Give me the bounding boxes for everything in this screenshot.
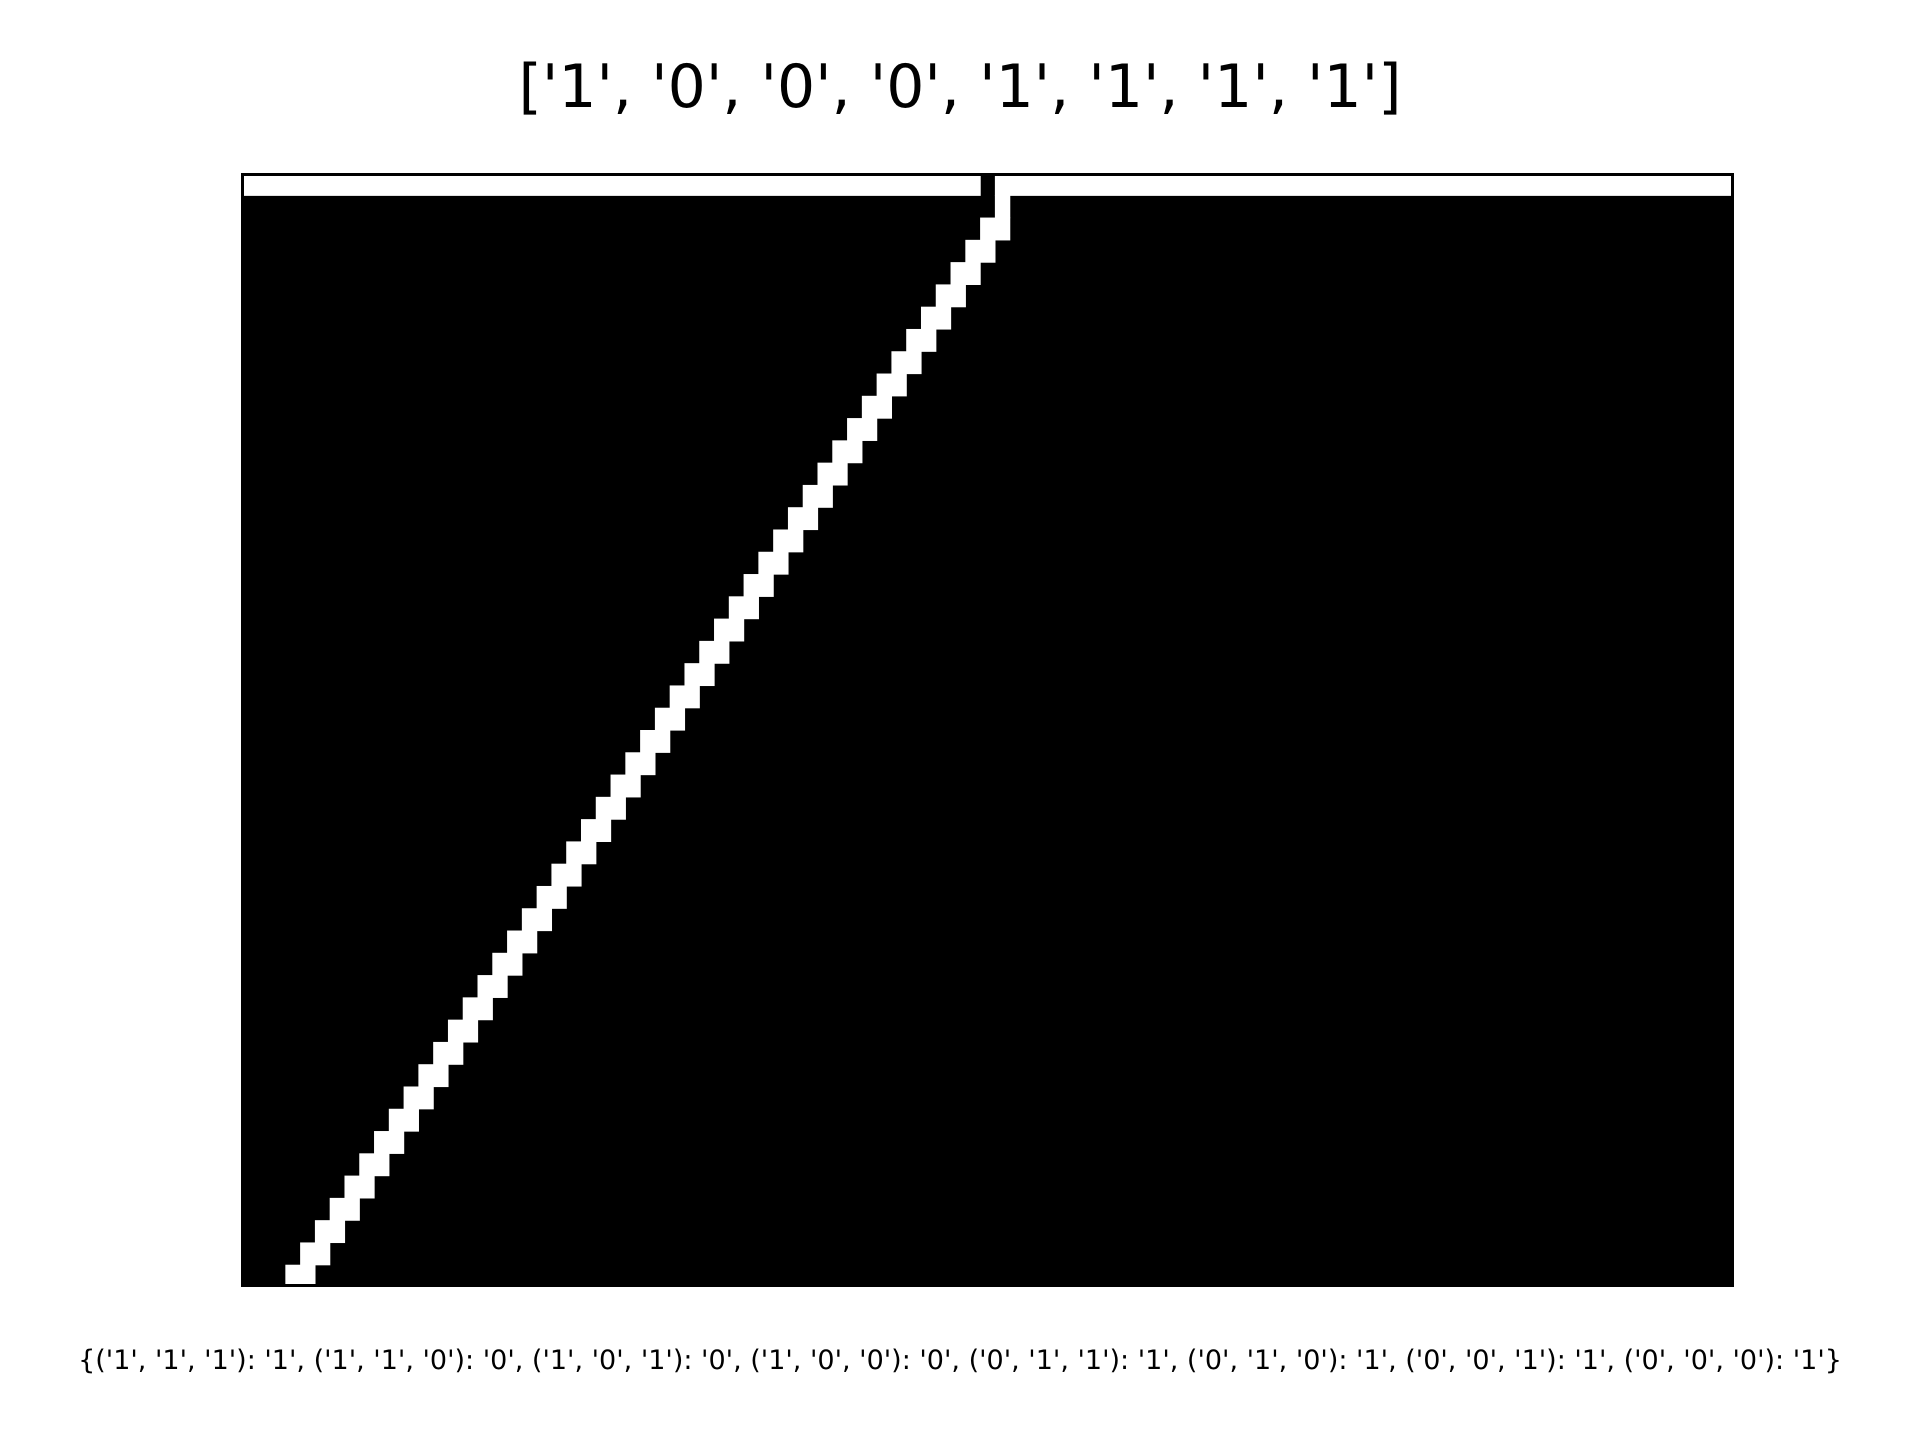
cell-off	[492, 953, 522, 976]
cell-off	[404, 1086, 434, 1109]
cell-off	[921, 307, 951, 330]
cell-off	[891, 351, 921, 374]
cell-off	[640, 730, 670, 753]
cell-off	[551, 864, 581, 887]
cell-off	[522, 908, 552, 931]
cell-off	[566, 841, 596, 864]
cell-off	[936, 284, 966, 307]
cell-off	[965, 240, 995, 263]
cell-off	[847, 418, 877, 441]
cell-off	[330, 1198, 360, 1221]
cell-off	[684, 663, 714, 686]
cell-off	[877, 374, 907, 397]
cell-off	[818, 463, 848, 486]
cell-off	[241, 173, 981, 196]
automaton-grid	[241, 173, 1734, 1287]
cell-off	[714, 619, 744, 642]
cell-off	[478, 975, 508, 998]
cell-off	[448, 1020, 478, 1043]
cell-off	[655, 708, 685, 731]
cell-off	[832, 440, 862, 463]
cell-off	[758, 552, 788, 575]
cell-off	[581, 819, 611, 842]
figure-title: ['1', '0', '0', '0', '1', '1', '1', '1']	[518, 52, 1402, 122]
cell-off	[862, 396, 892, 419]
cell-off	[433, 1042, 463, 1065]
cell-off	[463, 997, 493, 1020]
cell-off	[537, 886, 567, 909]
cell-off	[389, 1109, 419, 1132]
cell-off	[625, 752, 655, 775]
cell-off	[995, 173, 1734, 196]
cell-off	[729, 596, 759, 619]
rule-caption: {('1', '1', '1'): '1', ('1', '1', '0'): '0', ('1', '0', '1'): '0', ('1', '0', '0'): '0', ('0', '1', '1'): '1', ('0', '1', '0'): '1', ('0', '0', '1'): '1', ('0', '0', '0'): '1'}	[78, 1345, 1842, 1376]
automaton-plot	[241, 173, 1734, 1287]
cell-off	[951, 262, 981, 285]
cell-off	[596, 797, 626, 820]
cell-off	[285, 1265, 315, 1287]
cell-off	[773, 529, 803, 552]
cell-off	[670, 685, 700, 708]
cell-off	[344, 1176, 374, 1199]
cell-off	[980, 218, 1010, 241]
cell-off	[315, 1220, 345, 1243]
cell-off	[359, 1153, 389, 1176]
cell-off	[906, 329, 936, 352]
cell-off	[788, 507, 818, 530]
cell-off	[611, 775, 641, 798]
cell-off	[699, 641, 729, 664]
cell-off	[507, 931, 537, 954]
cell-off	[374, 1131, 404, 1154]
cell-off	[744, 574, 774, 597]
cell-off	[300, 1242, 330, 1265]
grid-background	[241, 173, 1734, 1287]
cell-off	[995, 195, 1010, 218]
cell-off	[418, 1064, 448, 1087]
cell-off	[803, 485, 833, 508]
